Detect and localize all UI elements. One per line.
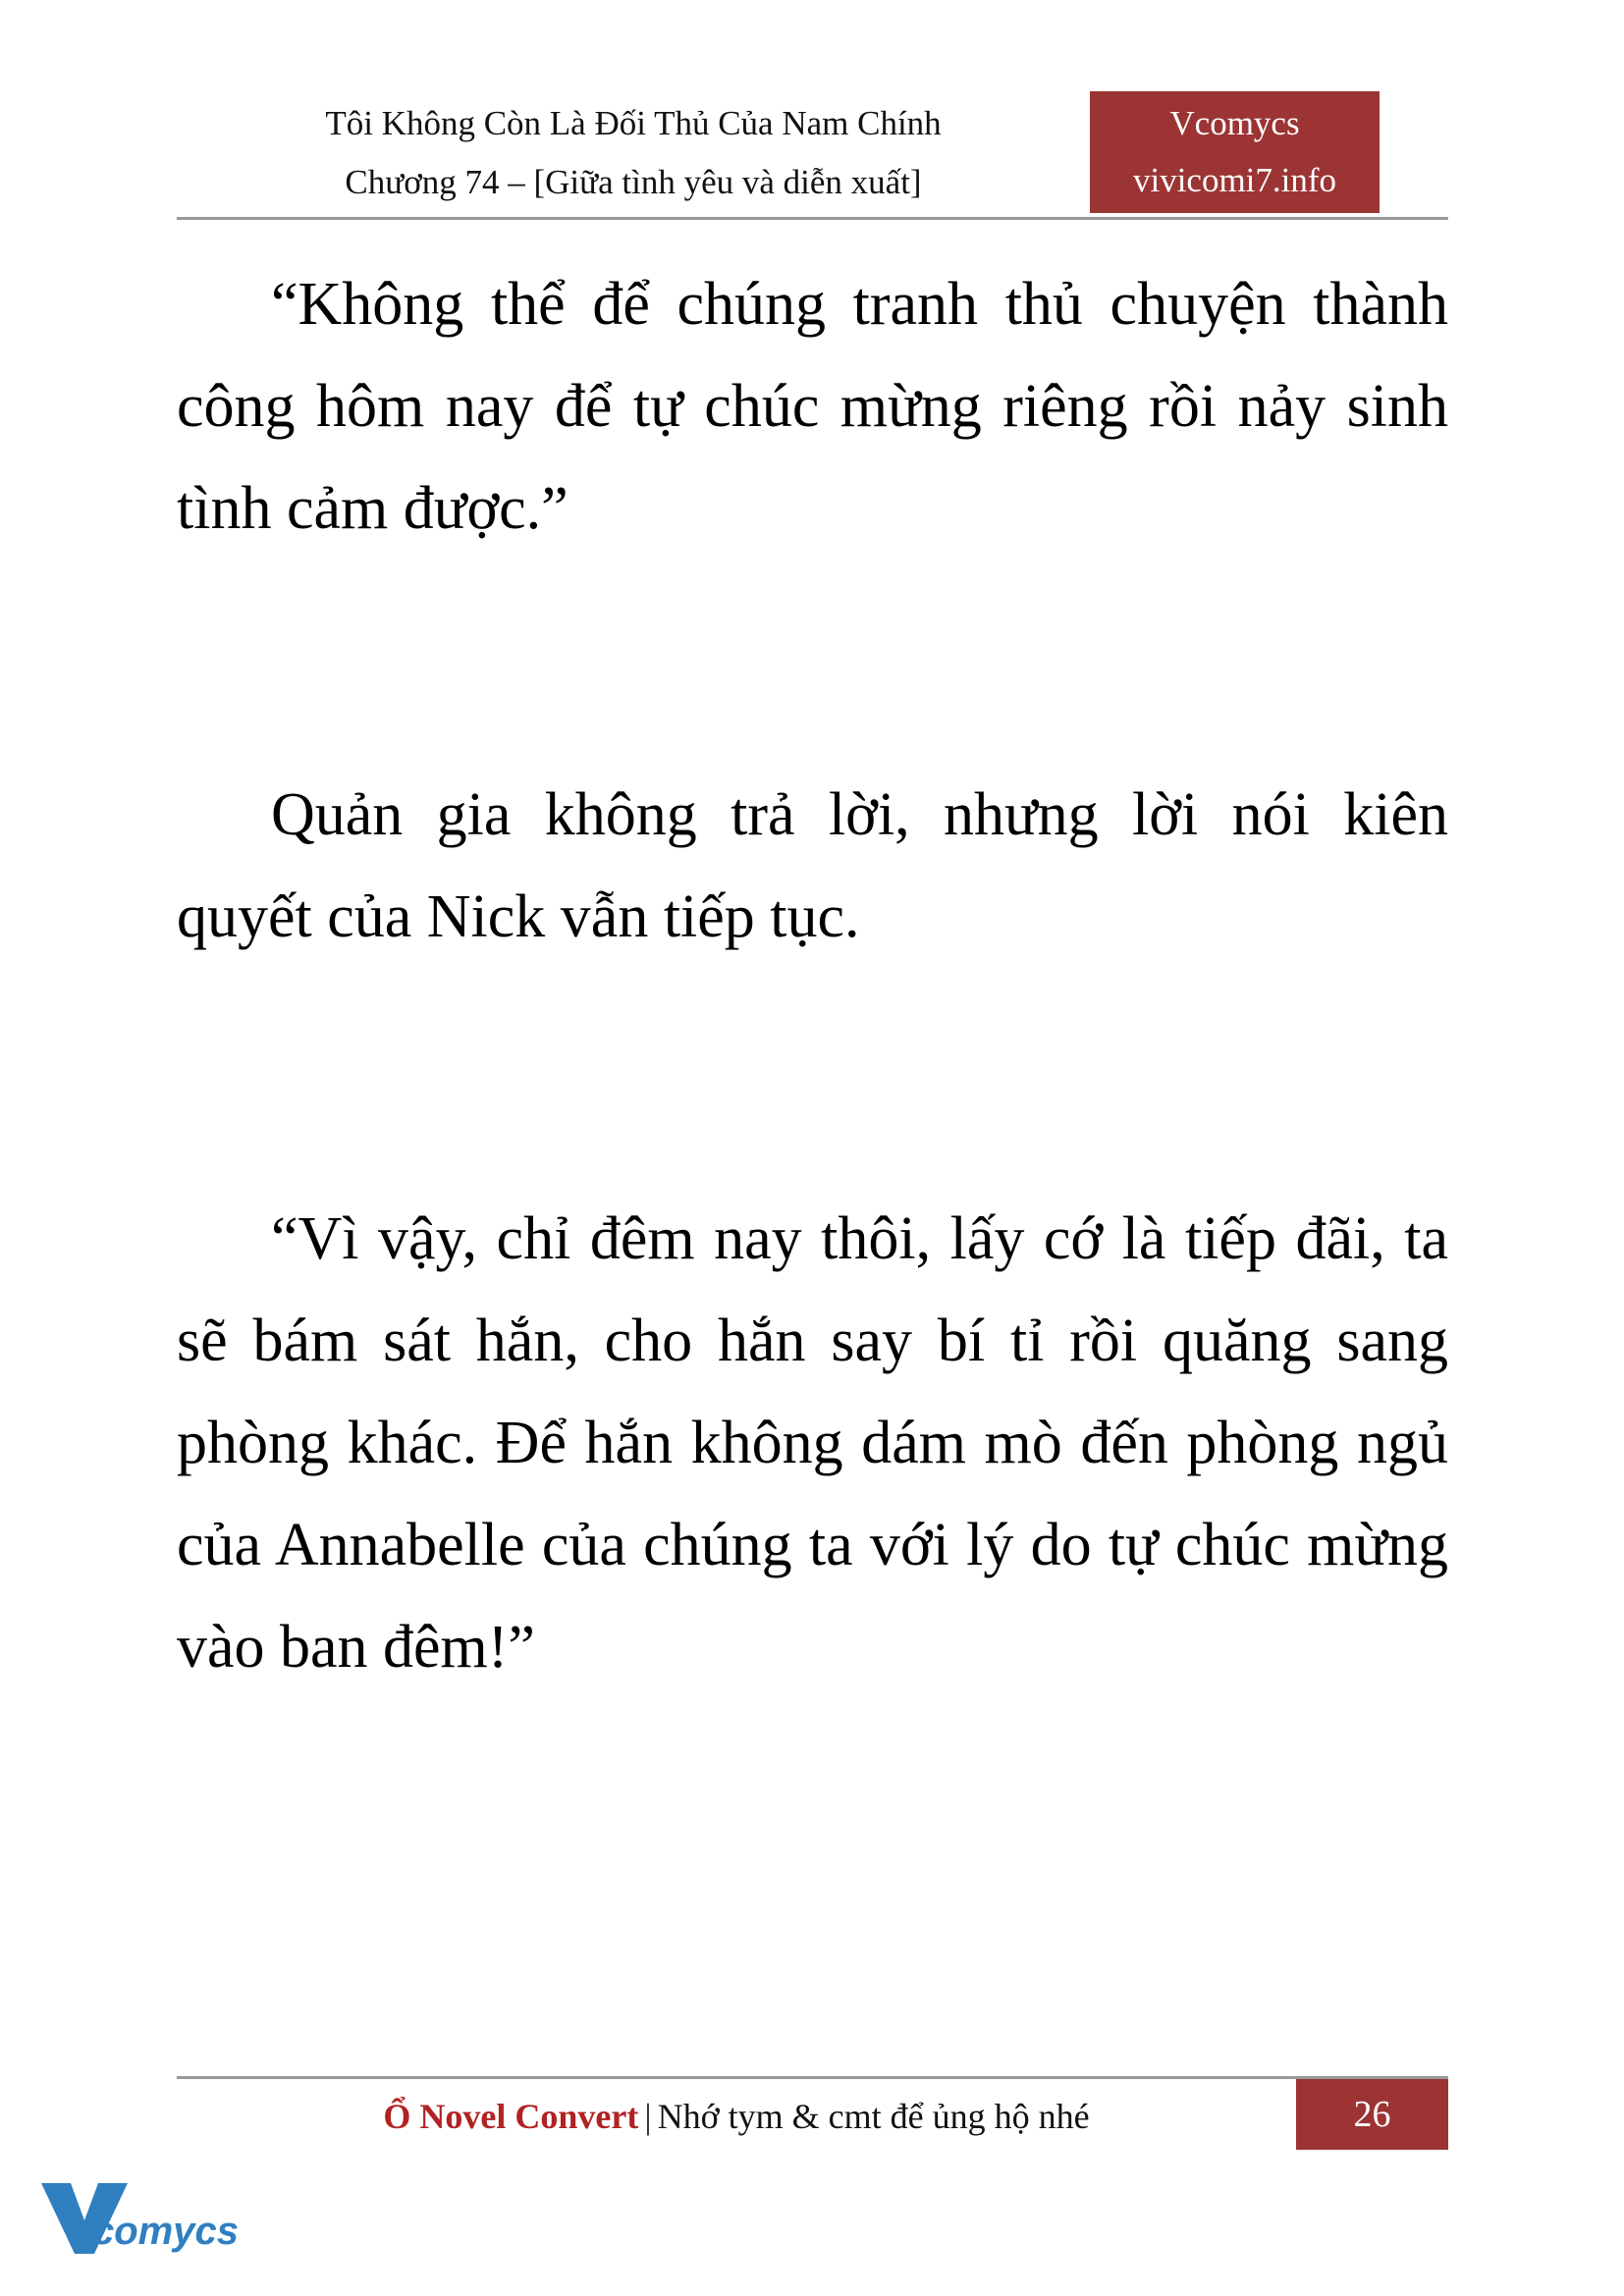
paragraph-spacer-2: [177, 968, 1448, 1188]
header-title-block: [177, 94, 1090, 212]
paragraph-1: “Không thể để chúng tranh thủ chuyện thành công hôm nay để tự chúc mừng riêng rồi nảy sinh tình cảm được.”: [177, 271, 1448, 542]
footer-brand: Ổ Novel Convert: [383, 2097, 639, 2136]
site-url: vivicomi7.info: [1132, 161, 1337, 199]
page-number: 26: [1296, 2079, 1448, 2150]
site-badge: [1090, 91, 1380, 213]
paragraph-2: Quản gia không trả lời, nhưng lời nói kiên quyết của Nick vẫn tiếp tục.: [177, 781, 1448, 950]
site-name: Vcomycs: [1169, 104, 1300, 142]
footer-credit: [177, 2085, 1296, 2148]
page-content: [177, 253, 1448, 1698]
page-header: [177, 94, 1448, 220]
novel-title: Tôi Không Còn Là Đối Thủ Của Nam Chính: [325, 104, 942, 142]
footer-separator: |: [644, 2097, 652, 2136]
watermark-icon: [33, 2169, 259, 2264]
svg-text:comycs: comycs: [92, 2210, 239, 2253]
chapter-title: Chương 74 – [Giữa tình yêu và diễn xuất]: [345, 163, 922, 201]
paragraph-3: “Vì vậy, chỉ đêm nay thôi, lấy cớ là tiếp đãi, ta sẽ bám sát hắn, cho hắn say bí tỉ rồi quăng sang phòng khác. Để hắn không dám mò đến phòng ngủ của Annabelle của chúng ta với lý do tự chúc mừng vào ban đêm!”: [177, 1205, 1448, 1681]
footer-note: Nhớ tym & cmt để ủng hộ nhé: [657, 2097, 1090, 2136]
page-footer: [177, 2076, 1448, 2149]
vcomycs-watermark-logo: [33, 2169, 259, 2264]
paragraph-spacer-1: [177, 560, 1448, 764]
